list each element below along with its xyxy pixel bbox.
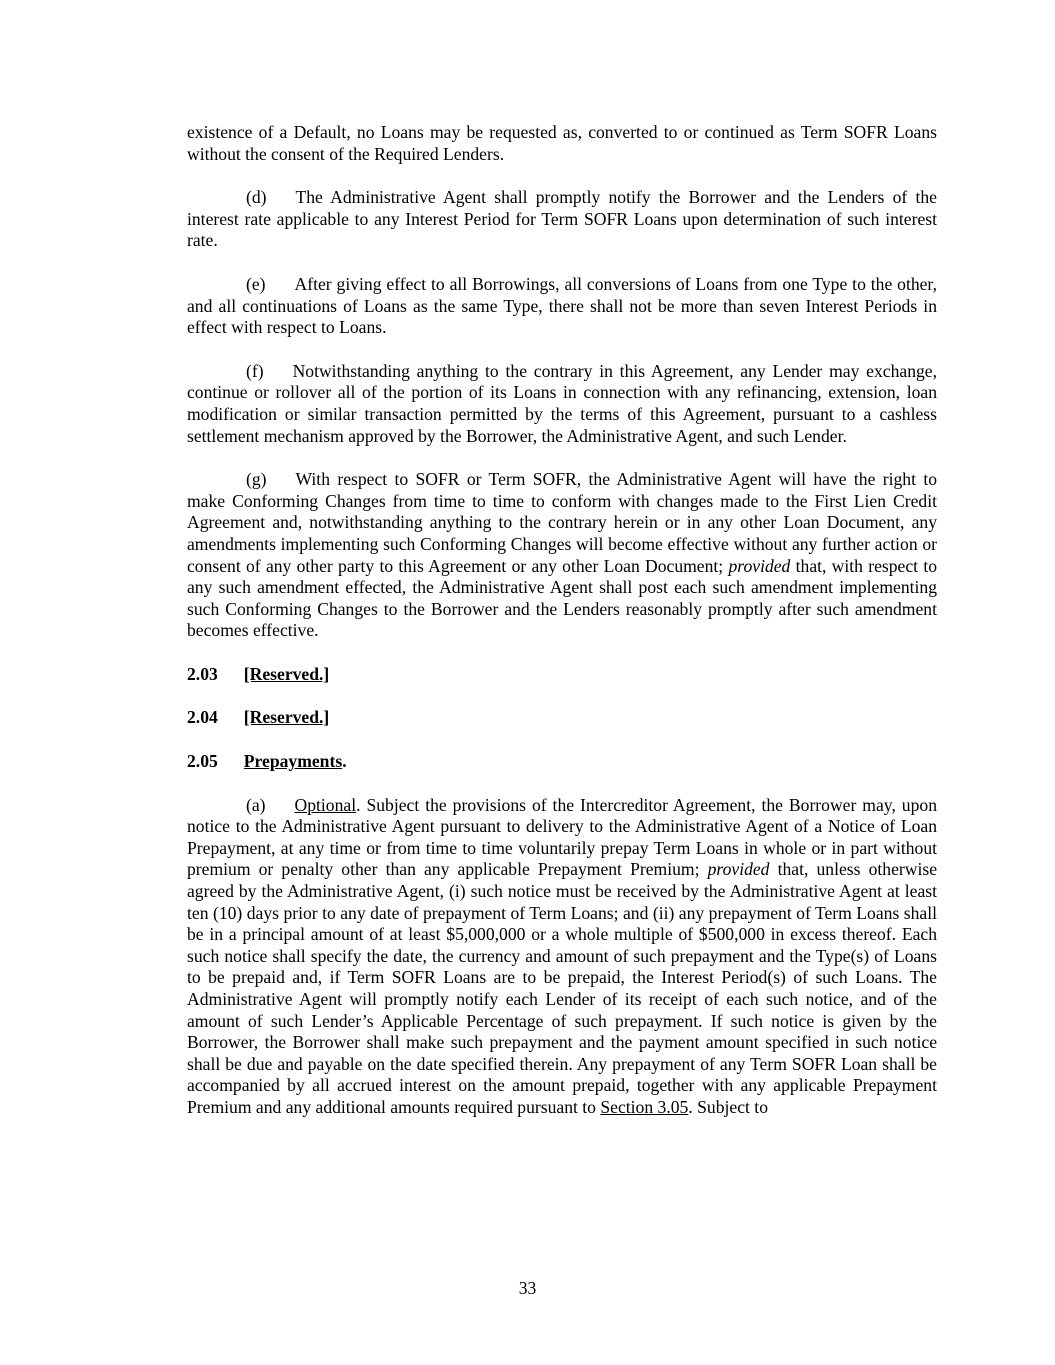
section-title: [Reserved.] — [243, 663, 330, 684]
paragraph-a-optional — [187, 795, 937, 1119]
section-number: 2.05 — [187, 751, 218, 772]
paragraph-label: (g) — [246, 469, 267, 490]
paragraph-text: existence of a Default, no Loans may be requested as, converted to or continued as Term SOFR Loans without the consent of the Required Lenders. — [187, 122, 937, 164]
section-title: Prepayments — [243, 751, 343, 772]
paragraph-label: (a) — [246, 794, 266, 815]
section-3-05-reference: Section 3.05 — [600, 1096, 689, 1117]
paragraph-f — [187, 361, 937, 447]
paragraph-continuation — [187, 122, 937, 165]
paragraph-text: Notwithstanding anything to the contrary in this Agreement, any Lender may exchange, continue or rollover all of the portion of its Loans in connection with any refinancing, extension, loan modification or similar transaction permitted by the terms of this Agreement, pursuant to a cashless settlement mechanism approved by the Borrower, the Administrative Agent, and such Lender. — [187, 360, 937, 446]
section-title: [Reserved.] — [243, 707, 330, 728]
paragraph-text: that, unless otherwise agreed by the Administrative Agent, (i) such notice must be received by the Administrative Agent at least ten (10) days prior to any date of prepayment of Term Loans; and (ii) any prepayment of Term Loans shall be in a principal amount of at least $5,000,000 or a whole multiple of $500,000 in excess thereof. Each such notice shall specify the date, the currency and amount of such prepayment and the Type(s) of Loans to be prepaid and, if Term SOFR Loans are to be prepaid, the Interest Period(s) of such Loans. The Administrative Agent will promptly notify each Lender of its receipt of each such notice, and of the amount of such Lender’s Applicable Percentage of such prepayment. If such notice is given by the Borrower, the Borrower shall make such prepayment and the payment amount specified in such notice shall be due and payable on the date specified therein. Any prepayment of any Term SOFR Loan shall be accompanied by all accrued interest on the amount prepaid, together with any applicable Prepayment Premium and any additional amounts required pursuant to — [187, 859, 937, 1117]
paragraph-d — [187, 187, 937, 252]
page-number: 33 — [518, 1278, 537, 1298]
section-number: 2.03 — [187, 663, 218, 684]
paragraph-label: (d) — [246, 187, 267, 208]
document-page — [187, 122, 937, 1141]
paragraph-text: With respect to SOFR or Term SOFR, the Administrative Agent will have the right to make Conforming Changes from time to time to conform with changes made to the First Lien Credit Agreement and, notwithstanding anything to the contrary herein or in any other Loan Document, any amendments implementing such Conforming Changes will become effective without any further action or consent of any other party to this Agreement or any other Loan Document; — [187, 469, 937, 576]
paragraph-label: (f) — [246, 360, 264, 381]
paragraph-text: . Subject the provisions of the Intercreditor Agreement, the Borrower may, upon notice to the Administrative Agent pursuant to delivery to the Administrative Agent of a Notice of Loan Prepayment, at any time or from time to time voluntarily prepay Term Loans in whole or in part without premium or penalty other than any applicable Prepayment Premium; — [187, 794, 937, 880]
section-heading-2-03 — [187, 664, 937, 686]
paragraph-subheading: Optional — [294, 794, 357, 815]
proviso-term: provided — [707, 859, 770, 880]
section-heading-2-05 — [187, 751, 937, 773]
paragraph-label: (e) — [246, 273, 266, 294]
paragraph-g — [187, 469, 937, 642]
paragraph-text: . Subject to — [688, 1096, 768, 1117]
paragraph-e — [187, 274, 937, 339]
section-heading-2-04 — [187, 707, 937, 729]
paragraph-text: that, with respect to any such amendment effected, the Administrative Agent shall post each such amendment implementing such Conforming Changes to the Borrower and the Lenders reasonably promptly after such amendment becomes effective. — [187, 555, 938, 641]
proviso-term: provided — [728, 555, 791, 576]
paragraph-text: The Administrative Agent shall promptly notify the Borrower and the Lenders of the interest rate applicable to any Interest Period for Term SOFR Loans upon determination of such interest rate. — [187, 187, 937, 251]
paragraph-text: After giving effect to all Borrowings, all conversions of Loans from one Type to the other, and all continuations of Loans as the same Type, there shall not be more than seven Interest Periods in effect with respect to Loans. — [187, 273, 937, 338]
section-title-suffix: . — [342, 751, 347, 772]
section-number: 2.04 — [187, 707, 218, 728]
